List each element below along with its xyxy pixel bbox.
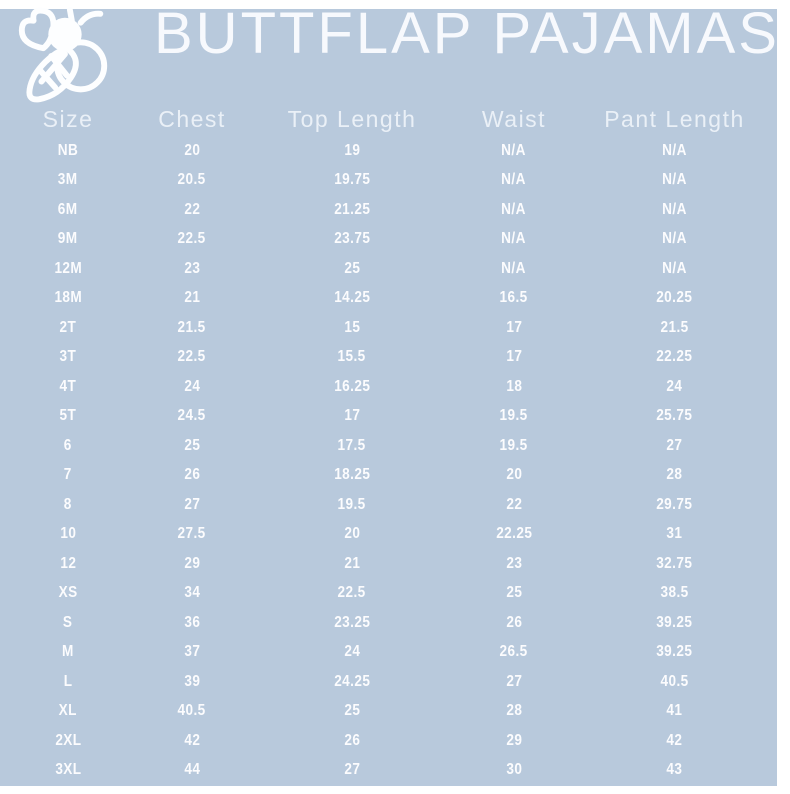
waist-cell: 23 xyxy=(506,554,522,572)
table-row xyxy=(0,638,777,668)
chest-cell: 21 xyxy=(184,289,200,307)
top-length-cell: 22.5 xyxy=(337,584,367,602)
table-row xyxy=(0,431,777,461)
top-length-cell: 17 xyxy=(344,407,360,425)
top-length-cell: 17.5 xyxy=(337,436,367,454)
size-cell: 4T xyxy=(59,377,77,395)
top-length-cell: 25 xyxy=(344,702,360,720)
pant-length-cell: 21.5 xyxy=(660,318,689,336)
top-length-cell: 15 xyxy=(344,318,360,336)
table-body xyxy=(0,136,777,785)
waist-cell: 22 xyxy=(506,495,522,513)
waist-cell: 18 xyxy=(506,377,522,395)
pant-length-cell: 20.25 xyxy=(656,289,693,307)
top-length-cell: 15.5 xyxy=(337,348,367,366)
pant-length-cell: N/A xyxy=(662,200,687,218)
waist-cell: 26 xyxy=(506,613,522,631)
table-row xyxy=(0,343,777,373)
size-cell: XL xyxy=(58,702,78,720)
waist-cell: N/A xyxy=(501,259,527,277)
pant-length-cell: N/A xyxy=(662,230,687,248)
chest-cell: 23 xyxy=(184,259,200,277)
table-row xyxy=(0,166,777,196)
table-row xyxy=(0,313,777,343)
pant-length-cell: 39.25 xyxy=(656,643,693,661)
size-cell: 6M xyxy=(58,200,78,218)
chest-cell: 25 xyxy=(184,436,200,454)
chest-cell: 34 xyxy=(184,584,200,602)
size-cell: XS xyxy=(58,584,78,602)
table-row xyxy=(0,608,777,638)
pant-length-cell: 39.25 xyxy=(656,613,693,631)
size-chart-table xyxy=(0,102,777,785)
chest-cell: 27.5 xyxy=(177,525,207,543)
column-header-top-length: Top Length xyxy=(287,105,417,132)
top-length-cell: 26 xyxy=(344,731,360,749)
waist-cell: 27 xyxy=(506,672,522,690)
top-length-cell: 16.25 xyxy=(333,377,371,395)
waist-cell: N/A xyxy=(501,230,527,248)
column-header-pant-length: Pant Length xyxy=(604,105,745,132)
top-length-cell: 24 xyxy=(344,643,360,661)
top-length-cell: 23.25 xyxy=(333,613,371,631)
chest-cell: 39 xyxy=(184,672,200,690)
top-length-cell: 20 xyxy=(344,525,360,543)
table-row xyxy=(0,667,777,697)
chest-cell: 44 xyxy=(184,761,200,779)
chest-cell: 26 xyxy=(184,466,200,484)
chest-cell: 27 xyxy=(184,495,200,513)
chest-cell: 42 xyxy=(184,731,200,749)
chest-cell: 21.5 xyxy=(177,318,207,336)
top-length-cell: 25 xyxy=(344,259,360,277)
pant-length-cell: 28 xyxy=(666,466,683,484)
table-row xyxy=(0,520,777,550)
top-length-cell: 21.25 xyxy=(333,200,371,218)
waist-cell: 19.5 xyxy=(499,407,529,425)
waist-cell: 29 xyxy=(506,731,522,749)
pant-length-cell: 40.5 xyxy=(660,672,689,690)
size-chart-panel xyxy=(0,1,780,786)
size-cell: 3XL xyxy=(54,761,82,779)
size-cell: 7 xyxy=(64,466,72,484)
waist-cell: N/A xyxy=(501,141,527,159)
waist-cell: 26.5 xyxy=(499,643,529,661)
waist-cell: 22.25 xyxy=(495,525,533,543)
pant-length-cell: 22.25 xyxy=(656,348,693,366)
size-cell: 2T xyxy=(59,318,77,336)
table-row xyxy=(0,195,777,225)
size-cell: 9M xyxy=(58,230,78,248)
table-row xyxy=(0,402,777,432)
table-row xyxy=(0,579,777,609)
size-cell: NB xyxy=(57,141,79,159)
waist-cell: N/A xyxy=(501,200,527,218)
pant-length-cell: 43 xyxy=(666,761,683,779)
pant-length-cell: 27 xyxy=(666,436,683,454)
table-row xyxy=(0,136,777,166)
table-header-row xyxy=(0,102,777,136)
page-title: BUTTFLAP PAJAMAS xyxy=(154,1,780,66)
pant-length-cell: 41 xyxy=(666,702,683,720)
table-row xyxy=(0,254,777,284)
waist-cell: 28 xyxy=(506,702,522,720)
waist-cell: 20 xyxy=(506,466,522,484)
size-cell: 8 xyxy=(64,495,72,513)
column-header-size: Size xyxy=(42,105,94,132)
top-length-cell: 19.5 xyxy=(337,495,367,513)
pant-length-cell: N/A xyxy=(662,259,687,277)
waist-cell: 17 xyxy=(506,318,522,336)
waist-cell: 19.5 xyxy=(499,436,529,454)
pant-length-cell: 29.75 xyxy=(656,495,693,513)
chest-cell: 22.5 xyxy=(177,348,207,366)
size-cell: 10 xyxy=(60,525,76,543)
size-cell: L xyxy=(63,672,73,690)
size-cell: 3T xyxy=(59,348,77,366)
chest-cell: 20 xyxy=(184,141,200,159)
chest-cell: 20.5 xyxy=(177,171,207,189)
table-row xyxy=(0,461,777,491)
top-length-cell: 21 xyxy=(344,554,360,572)
chest-cell: 36 xyxy=(184,613,200,631)
chest-cell: 29 xyxy=(184,554,200,572)
table-row xyxy=(0,697,777,727)
column-header-chest: Chest xyxy=(158,105,226,132)
waist-cell: 17 xyxy=(506,348,522,366)
top-length-cell: 18.25 xyxy=(333,466,371,484)
size-cell: 18M xyxy=(54,289,82,307)
pant-length-cell: 24 xyxy=(666,377,683,395)
pant-length-cell: N/A xyxy=(662,171,687,189)
bee-head xyxy=(48,18,81,51)
pant-length-cell: 25.75 xyxy=(656,407,693,425)
chest-cell: 22 xyxy=(184,200,200,218)
pant-length-cell: 38.5 xyxy=(660,584,689,602)
table-row xyxy=(0,726,777,756)
size-cell: 3M xyxy=(58,171,78,189)
chest-cell: 40.5 xyxy=(177,702,207,720)
waist-cell: 16.5 xyxy=(499,289,529,307)
column-header-waist: Waist xyxy=(481,105,547,132)
top-length-cell: 23.75 xyxy=(333,230,371,248)
top-length-cell: 19.75 xyxy=(333,171,371,189)
table-row xyxy=(0,225,777,255)
top-length-cell: 27 xyxy=(344,761,360,779)
size-cell: 6 xyxy=(64,436,72,454)
waist-cell: 25 xyxy=(506,584,522,602)
pant-length-cell: 31 xyxy=(666,525,683,543)
waist-cell: 30 xyxy=(506,761,522,779)
table-row xyxy=(0,756,777,786)
size-cell: 2XL xyxy=(54,731,82,749)
size-cell: M xyxy=(62,643,74,661)
table-row xyxy=(0,549,777,579)
top-length-cell: 24.25 xyxy=(333,672,371,690)
size-cell: 5T xyxy=(59,407,77,425)
table-row xyxy=(0,284,777,314)
waist-cell: N/A xyxy=(501,171,527,189)
size-cell: 12 xyxy=(60,554,76,572)
table-row xyxy=(0,490,777,520)
size-cell: 12M xyxy=(54,259,82,277)
size-cell: S xyxy=(63,613,73,631)
bee-icon xyxy=(10,5,118,109)
chest-cell: 37 xyxy=(184,643,200,661)
pant-length-cell: 42 xyxy=(666,731,683,749)
chest-cell: 22.5 xyxy=(177,230,207,248)
pant-length-cell: 32.75 xyxy=(656,554,693,572)
chest-cell: 24.5 xyxy=(177,407,207,425)
table-row xyxy=(0,372,777,402)
pant-length-cell: N/A xyxy=(662,141,687,159)
top-length-cell: 14.25 xyxy=(333,289,371,307)
top-length-cell: 19 xyxy=(344,141,360,159)
chest-cell: 24 xyxy=(184,377,200,395)
